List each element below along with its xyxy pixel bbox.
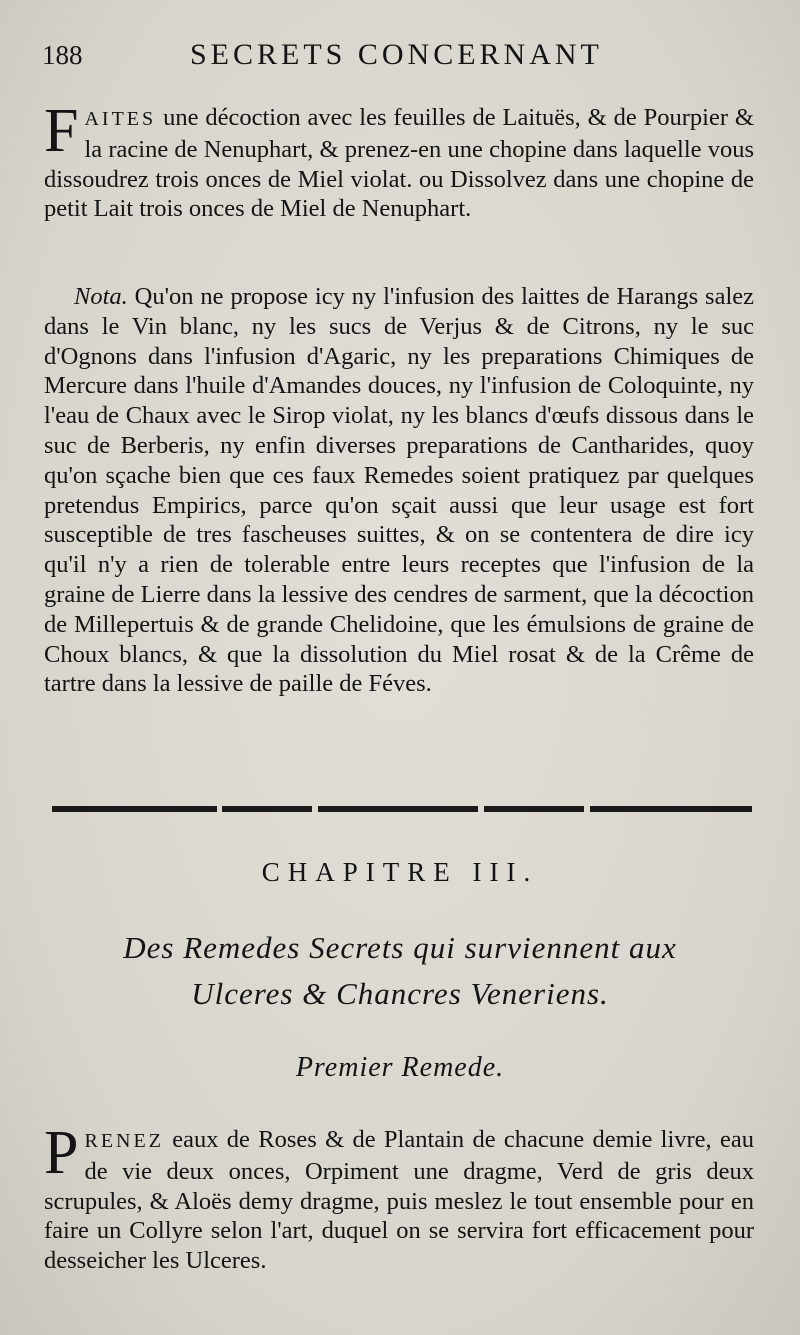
- rule-segment: [318, 806, 478, 812]
- paragraph-body: eaux de Roses & de Plantain de chacune demie livre, eau de vie deux onces, Orpiment une dragme, Verd de gris deux scrupules, & Aloës demy dragme, puis meslez le tout ensemble pour en faire un Collyre selon l'art, duquel on se servira fort efficacement pour desseicher les Ulceres.: [44, 1126, 754, 1275]
- paragraph-body: une décoction avec les feuilles de Laituës, & de Pourpier & la racine de Nenuphart, & prenez-en une chopine dans laquelle vous dissoudrez trois onces de Miel violat. ou Dissolvez dans une chopine de petit Lait trois onces de Miel de Nenuphart.: [44, 104, 754, 223]
- page-header: [0, 38, 800, 78]
- nota-label: Nota.: [74, 283, 128, 310]
- page-number: 188: [42, 40, 83, 70]
- chapter-subtitle-line: Ulceres & Chancres Veneriens.: [191, 976, 609, 1011]
- chapter-subtitle: [50, 925, 750, 1017]
- paragraph-nota: [44, 282, 754, 699]
- rule-segment: [52, 806, 217, 812]
- paragraph-opening-word: AITES: [84, 108, 157, 130]
- dropcap-p: P: [44, 1119, 79, 1187]
- rule-segment: [590, 806, 752, 812]
- section-title: Premier Remede.: [295, 1052, 505, 1083]
- paragraph-recipe: [44, 1119, 754, 1276]
- paragraph-decoction: [44, 97, 754, 224]
- dropcap-f: F: [44, 97, 79, 165]
- chapter-title: CHAPITRE III.: [261, 857, 539, 887]
- ornamental-rule: [52, 806, 752, 814]
- paragraph-opening-word: RENEZ: [84, 1130, 164, 1152]
- running-head: SECRETS CONCERNANT: [190, 38, 603, 71]
- rule-segment: [484, 806, 584, 812]
- rule-segment: [222, 806, 312, 812]
- chapter-subtitle-line: Des Remedes Secrets qui surviennent aux: [123, 930, 677, 965]
- paragraph-body: Qu'on ne propose icy ny l'infusion des laittes de Harangs salez dans le Vin blanc, ny les sucs de Verjus & de Citrons, ny le suc d'Ognons dans l'infusion d'Agaric, ny les preparations Chimiques de Mercure dans l'huile d'Amandes douces, ny l'infusion de Coloquinte, ny l'eau de Chaux avec le Sirop violat, ny les blancs d'œufs dissous dans le suc de Berberis, ny enfin diverses preparations de Cantharides, quoy qu'on sçache bien que ces faux Remedes soient pratiquez par quelques pretendus Empirics, parce qu'on sçait aussi que leur usage est fort susceptible de tres fascheuses suittes, & on se contentera de dire icy qu'il n'y a rien de tolerable entre leurs receptes que l'infusion de la graine de Lierre dans la lessive des cendres de sarment, que la décoction de Millepertuis & de grande Chelidoine, que les émulsions de graine de Choux blancs, & que la dissolution du Miel rosat & de la Crême de tartre dans la lessive de paille de Féves.: [44, 283, 754, 698]
